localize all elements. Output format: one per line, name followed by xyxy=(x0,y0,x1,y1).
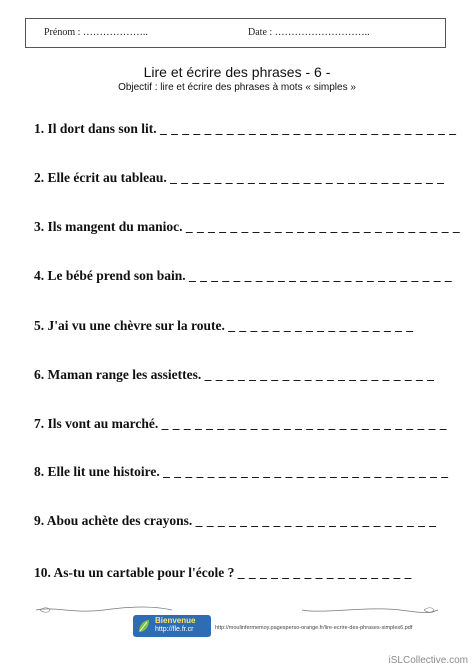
name-date-box xyxy=(25,18,446,48)
exercise-item xyxy=(34,565,412,581)
answer-line[interactable]: _ _ _ _ _ _ _ _ _ _ _ _ _ _ _ _ _ _ _ _ _ xyxy=(204,367,435,382)
sentence-text: 3. Ils mangent du manioc. xyxy=(34,219,183,234)
answer-line[interactable]: _ _ _ _ _ _ _ _ _ _ _ _ _ _ _ _ xyxy=(237,565,412,580)
answer-line[interactable]: _ _ _ _ _ _ _ _ _ _ _ _ _ _ _ _ _ _ _ _ _ _ _ _ _ xyxy=(185,219,461,234)
answer-line[interactable]: _ _ _ _ _ _ _ _ _ _ _ _ _ _ _ _ _ _ _ _ _ _ xyxy=(195,513,437,528)
exercise-item xyxy=(34,318,414,334)
fle-logo[interactable] xyxy=(133,615,211,637)
answer-line[interactable]: _ _ _ _ _ _ _ _ _ _ _ _ _ _ _ _ _ _ _ _ _ _ _ _ xyxy=(189,268,453,283)
logo-site: http://fle.fr.cr xyxy=(155,626,194,633)
sentence-text: 2. Elle écrit au tableau. xyxy=(34,170,167,185)
leaf-logo-icon xyxy=(137,618,151,634)
exercise-item xyxy=(34,513,437,529)
exercise-item xyxy=(34,121,457,137)
answer-line[interactable]: _ _ _ _ _ _ _ _ _ _ _ _ _ _ _ _ _ _ _ _ _ _ _ _ _ xyxy=(170,170,445,185)
sentence-text: 10. As-tu un cartable pour l'école ? xyxy=(34,565,235,580)
sentence-text: 9. Abou achète des crayons. xyxy=(34,513,193,528)
answer-line[interactable]: _ _ _ _ _ _ _ _ _ _ _ _ _ _ _ _ _ _ _ _ _ _ _ _ _ _ _ xyxy=(160,121,457,136)
sentence-text: 7. Ils vont au marché. xyxy=(34,416,159,431)
sentence-text: 1. Il dort dans son lit. xyxy=(34,121,157,136)
worksheet-title: Lire et écrire des phrases - 6 - xyxy=(143,64,331,80)
exercise-item xyxy=(34,416,447,432)
sentence-text: 6. Maman range les assiettes. xyxy=(34,367,202,382)
prenom-field[interactable]: Prénom : ……………….. xyxy=(44,27,148,38)
exercise-item xyxy=(34,464,449,480)
date-field[interactable]: Date : ……………………….. xyxy=(248,27,370,38)
footer-source-url[interactable]: http://moulinfermemoy.pagesperso-orange.fr/lire-ecrire-des-phrases-simples6.pdf xyxy=(215,625,413,631)
sentence-text: 4. Le bébé prend son bain. xyxy=(34,268,186,283)
answer-line[interactable]: _ _ _ _ _ _ _ _ _ _ _ _ _ _ _ _ _ xyxy=(228,318,414,333)
sentence-text: 5. J'ai vu une chèvre sur la route. xyxy=(34,318,225,333)
exercise-item xyxy=(34,170,444,186)
exercise-item xyxy=(34,219,460,235)
right-ornament-divider xyxy=(300,604,440,616)
exercise-item xyxy=(34,367,434,383)
islcollective-watermark: iSLCollective.com xyxy=(388,655,468,666)
sentence-text: 8. Elle lit une histoire. xyxy=(34,464,160,479)
logo-tagline: Bienvenue xyxy=(155,616,196,625)
answer-line[interactable]: _ _ _ _ _ _ _ _ _ _ _ _ _ _ _ _ _ _ _ _ _ _ _ _ _ _ xyxy=(163,464,449,479)
exercise-item xyxy=(34,268,452,284)
answer-line[interactable]: _ _ _ _ _ _ _ _ _ _ _ _ _ _ _ _ _ _ _ _ _ _ _ _ _ _ xyxy=(161,416,448,431)
worksheet-objective: Objectif : lire et écrire des phrases à mots « simples » xyxy=(118,82,356,93)
